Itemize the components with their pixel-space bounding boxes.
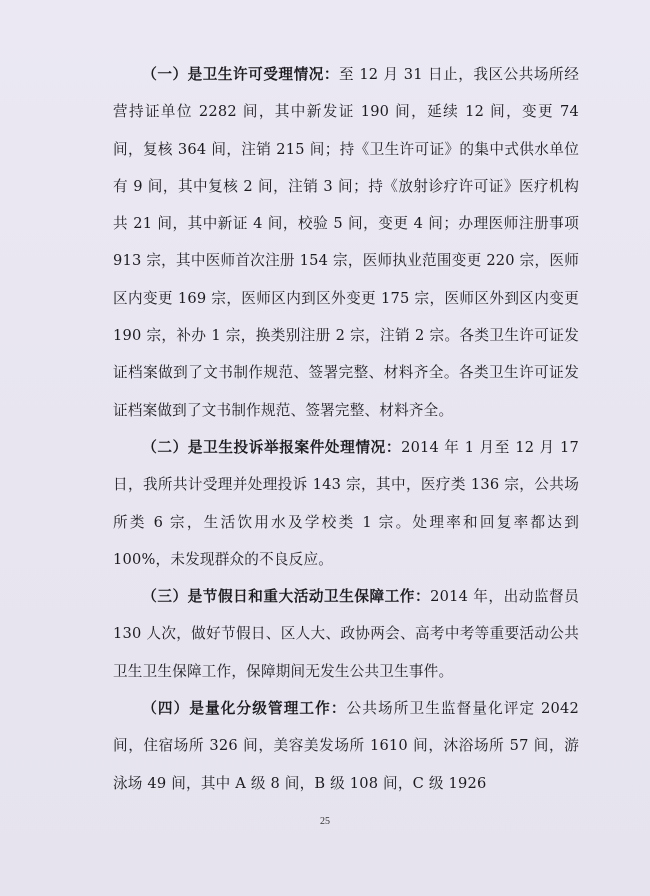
paragraph-heading: （二）是卫生投诉举报案件处理情况：: [142, 438, 402, 456]
paragraph-text: 2014 年 1 月至 12 月 17 日，我所共计受理并处理投诉 143 宗，其中，医疗类 136 宗，公共场所类 6 宗，生活饮用水及学校类 1 宗。处理率和回复率都达到 100%，未发现群众的不良反应。: [113, 438, 579, 568]
page-number: 25: [320, 816, 330, 827]
paragraph-complaint-handling: [113, 429, 579, 578]
document-body: [113, 56, 579, 802]
paragraph-heading: （三）是节假日和重大活动卫生保障工作：: [142, 588, 431, 606]
paragraph-heading: （一）是卫生许可受理情况：: [142, 66, 339, 83]
paragraph-heading: （四）是量化分级管理工作：: [142, 700, 347, 718]
paragraph-text: 2014 年，出动监督员 130 人次，做好节假日、区人大、政协两会、高考中考等重要活动公共卫生卫生保障工作，保障期间无发生公共卫生事件。: [113, 588, 579, 680]
paragraph-graded-management: [113, 690, 579, 802]
paragraph-text: 公共场所卫生监督量化评定 2042 间，住宿场所 326 间，美容美发场所 1610 间，沐浴场所 57 间，游泳场 49 间，其中 A 级 8 间，B 级 108 间，C 级 1926: [113, 700, 579, 792]
paragraph-holiday-events: [113, 578, 579, 690]
paragraph-text: 至 12 月 31 日止，我区公共场所经营持证单位 2282 间，其中新发证 190 间，延续 12 间，变更 74 间，复核 364 间，注销 215 间；持《卫生许可证》的集中式供水单位有 9 间，其中复核 2 间，注销 3 间；持《放射诊疗许可证》医疗机构共 21 间，其中新证 4 间，校验 5 间，变更 4 间；办理医师注册事项 913 宗，其中医师首次注册 154 宗，医师执业范围变更 220 宗，医师区内变更 169 宗，医师区内到区外变更 175 宗，医师区外到区内变更 190 宗，补办 1 宗，换类别注册 2 宗，注销 2 宗。各类卫生许可证发证档案做到了文书制作规范、签署完整、材料齐全。各类卫生许可证发证档案做到了文书制作规范、签署完整、材料齐全。: [113, 66, 579, 419]
paragraph-permit-processing: [113, 56, 579, 429]
